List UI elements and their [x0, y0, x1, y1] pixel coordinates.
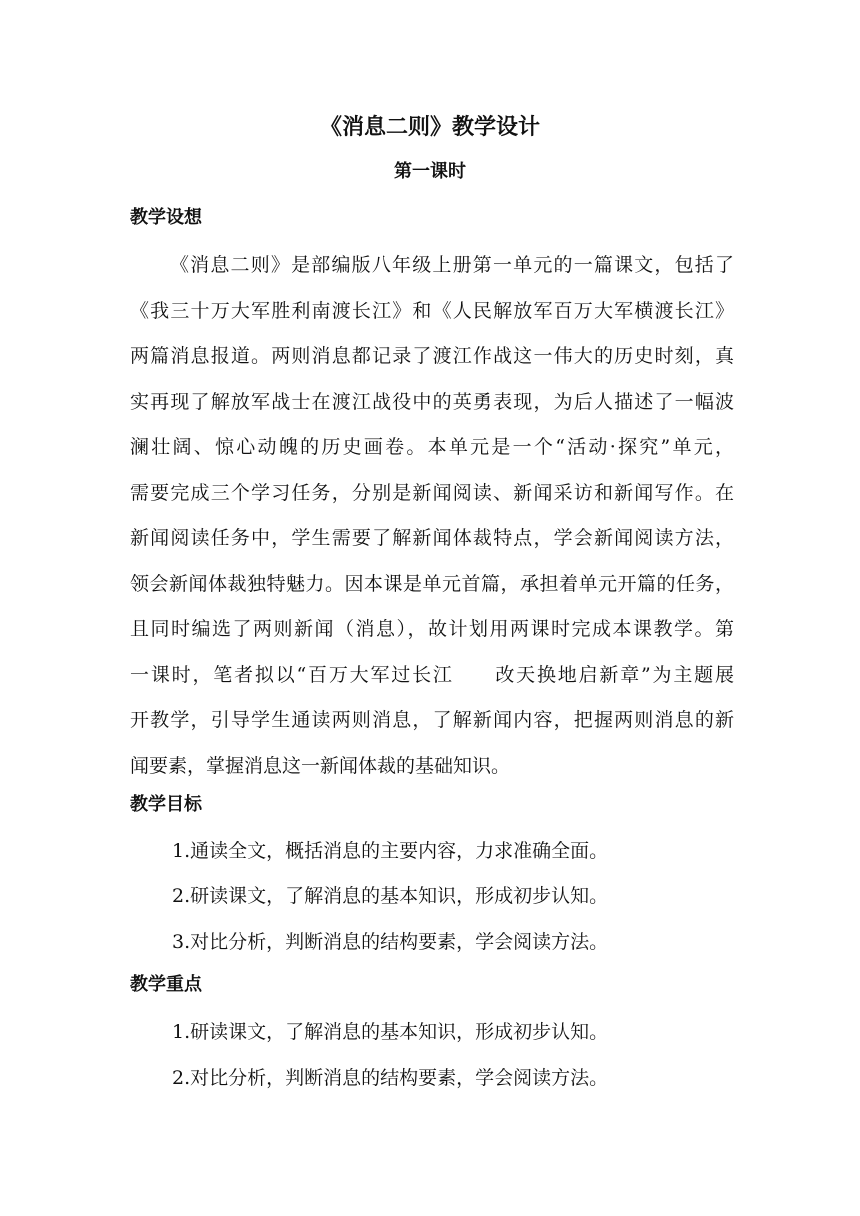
- paragraph-line: 新闻阅读任务中，学生需要了解新闻体裁特点，学会新闻阅读方法，: [130, 527, 734, 549]
- paragraph-line: 澜壮阔、惊心动魄的历史画卷。本单元是一个“活动·探究”单元，: [130, 436, 734, 458]
- section-heading-design-idea: 教学设想: [130, 207, 202, 228]
- paragraph-line: 《消息二则》是部编版八年级上册第一单元的一篇课文，包括了: [170, 254, 734, 276]
- paragraph-line: 实再现了解放军战士在渡江战役中的英勇表现，为后人描述了一幅波: [130, 390, 734, 413]
- objective-item-1: 1.通读全文，概括消息的主要内容，力求准确全面。: [172, 840, 609, 862]
- paragraph-line: 《我三十万大军胜利南渡长江》和《人民解放军百万大军横渡长江》: [130, 299, 734, 322]
- paragraph-line: 且同时编选了两则新闻（消息），故计划用两课时完成本课教学。第: [130, 618, 734, 640]
- key-point-item-1: 1.研读课文，了解消息的基本知识，形成初步认知。: [172, 1021, 609, 1043]
- paragraph-line: 开教学，引导学生通读两则消息，了解新闻内容，把握两则消息的新: [130, 709, 734, 731]
- document-title: 《消息二则》教学设计: [319, 115, 540, 140]
- section-heading-objectives: 教学目标: [130, 794, 202, 815]
- paragraph-line: 两篇消息报道。两则消息都记录了渡江作战这一伟大的历史时刻，真: [130, 345, 734, 367]
- paragraph-line: 一课时，笔者拟以“百万大军过长江 改天换地启新章”为主题展: [130, 663, 734, 686]
- document-subtitle: 第一课时: [394, 161, 466, 182]
- paragraph-line: 闻要素，掌握消息这一新闻体裁的基础知识。: [130, 754, 511, 777]
- objective-item-3: 3.对比分析，判断消息的结构要素，学会阅读方法。: [172, 931, 609, 953]
- objective-item-2: 2.研读课文，了解消息的基本知识，形成初步认知。: [172, 885, 609, 907]
- paragraph-line: 领会新闻体裁独特魅力。因本课是单元首篇，承担着单元开篇的任务，: [130, 572, 734, 595]
- design-idea-paragraph: [130, 251, 734, 797]
- section-heading-key-points: 教学重点: [130, 974, 202, 995]
- paragraph-line: 需要完成三个学习任务，分别是新闻阅读、新闻采访和新闻写作。在: [130, 481, 734, 504]
- key-point-item-2: 2.对比分析，判断消息的结构要素，学会阅读方法。: [172, 1067, 609, 1089]
